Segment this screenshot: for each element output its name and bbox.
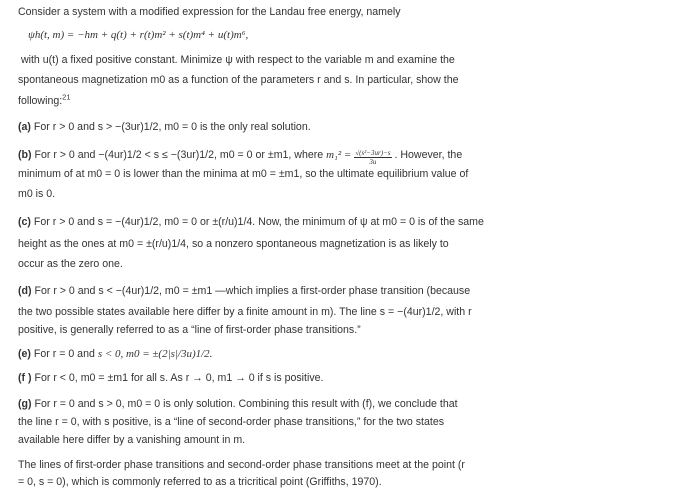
part-b-line-3: m0 is 0.: [18, 188, 56, 200]
m1-squared-lhs: m₁² =: [326, 149, 352, 161]
part-b-line-2: minimum of at m0 = 0 is lower than the minima at m0 = ±m1, so the ultimate equilibrium value of: [18, 168, 469, 180]
part-a-label: (a): [18, 121, 31, 133]
part-g-line-2: the line r = 0, with s positive, is a “line of second-order phase transitions,” for the two states: [18, 416, 445, 428]
part-c-label: (c): [18, 216, 31, 228]
part-f: (f ) For r < 0, m0 = ±m1 for all s. As r → 0, m1 → 0 if s is positive.: [18, 372, 324, 384]
part-e: (e) For r = 0 and s < 0, m0 = ±(2|s|/3u)1/2.: [18, 348, 213, 360]
part-b-label: (b): [18, 149, 32, 161]
part-f-label: (f ): [18, 372, 32, 384]
intro-line-4: following:$^{21}$: [18, 92, 71, 107]
part-b-line-1: (b) For r > 0 and −(4ur)1/2 < s ≤ −(3ur)1/2, m0 = 0 or ±m1, where m₁² = $\frac{\text{√(s²−3ur)−s}}{3u}$ . However, the: [18, 149, 463, 166]
part-c-line-1: (c) For r > 0 and s = −(4ur)1/2, m0 = 0 or ±(r/u)1/4. Now, the minimum of ψ at m0 = 0 is of the same: [18, 216, 484, 228]
part-e-label: (e): [18, 348, 31, 360]
part-g-label: (g): [18, 398, 32, 410]
part-e-formula: s < 0, m0 = ±(2|s|/3u)1/2.: [97, 348, 213, 360]
part-a-text: For r > 0 and s > −(3ur)1/2, m0 = 0 is the only real solution.: [33, 121, 311, 133]
m1-squared-fraction: $\frac{\text{√(s²−3ur)−s}}{3u}$: [355, 149, 391, 166]
footnote-reference[interactable]: 21: [62, 92, 71, 102]
part-c-line-3: occur as the zero one.: [18, 258, 123, 270]
intro-line-3: spontaneous magnetization m0 as a function of the parameters r and s. In particular, show the: [18, 74, 459, 86]
part-d-label: (d): [18, 285, 32, 297]
intro-line-1: Consider a system with a modified expression for the Landau free energy, namely: [18, 6, 401, 18]
part-g-line-1: (g) For r = 0 and s > 0, m0 = 0 is only solution. Combining this result with (f), we conclude that: [18, 398, 458, 410]
intro-line-2: with u(t) a fixed positive constant. Minimize ψ with respect to the variable m and examine the: [20, 54, 455, 66]
part-a: [18, 121, 311, 134]
part-g-line-3: available here differ by a vanishing amount in m.: [18, 434, 246, 446]
part-d-line-3: positive, is generally referred to as a “line of first-order phase transitions.”: [18, 324, 361, 336]
closing-line-1: The lines of first-order phase transitions and second-order phase transitions meet at the point (r: [18, 459, 465, 471]
free-energy-equation: ψh(t, m) = −hm + q(t) + r(t)m² + s(t)m⁴ + u(t)m⁶,: [28, 29, 249, 41]
part-c-line-2: height as the ones at m0 = ±(r/u)1/4, so a nonzero spontaneous magnetization is as likely to: [18, 238, 449, 250]
part-d-line-1: (d) For r > 0 and s < −(4ur)1/2, m0 = ±m1 —which implies a first-order phase transition (because: [18, 285, 471, 297]
closing-line-2: = 0, s = 0), which is commonly referred to as a tricritical point (Griffiths, 1970).: [18, 476, 382, 488]
part-d-line-2: the two possible states available here differ by a finite amount in m). The line s = −(4ur)1/2, with r: [18, 306, 472, 318]
